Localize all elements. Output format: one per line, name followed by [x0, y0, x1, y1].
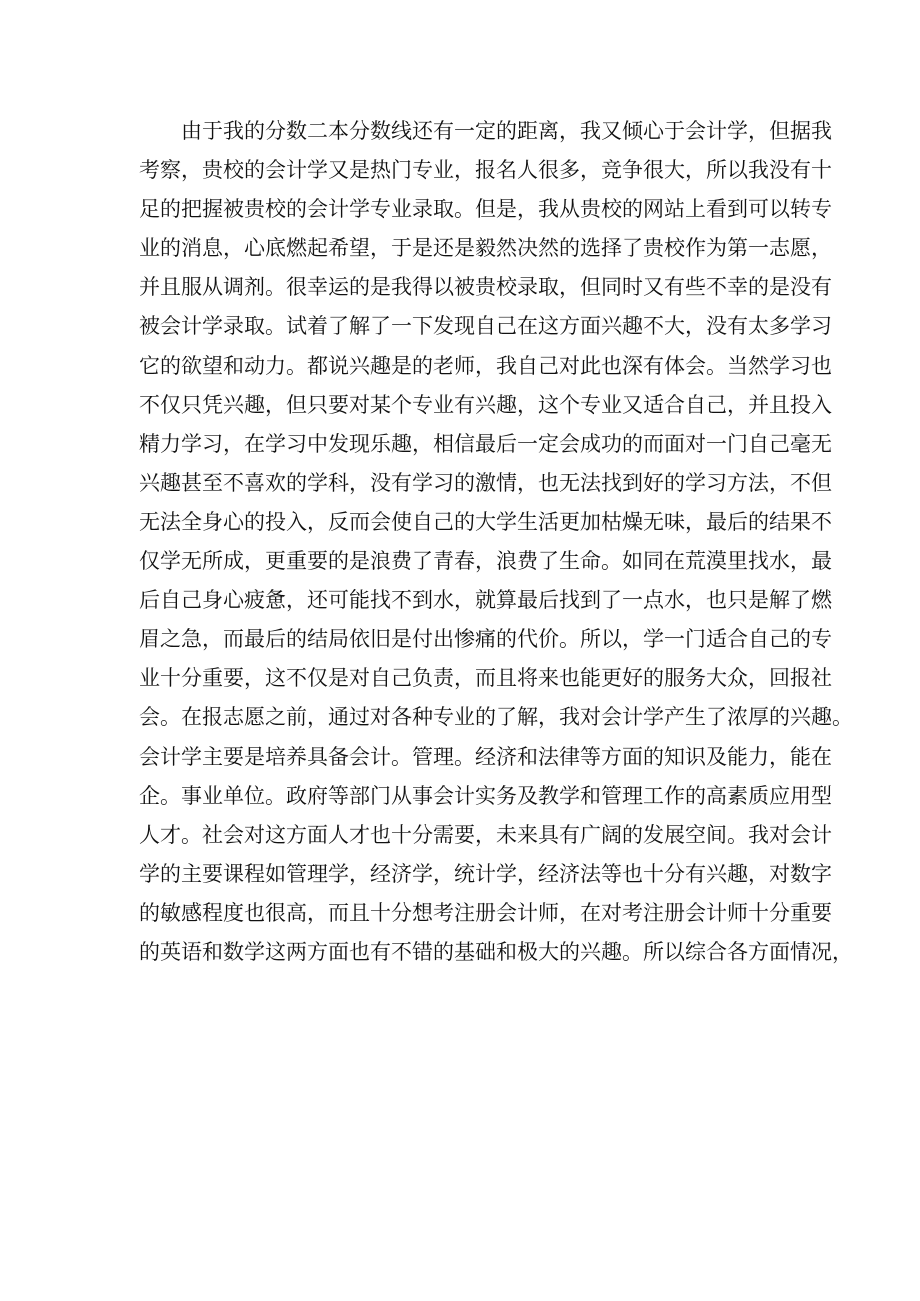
text-line-9: 精力学习，在学习中发现乐趣，相信最后一定会成功的而面对一门自己毫无	[139, 431, 832, 456]
text-line-2: 考察，贵校的会计学又是热门专业，报名人很多，竞争很大，所以我没有十	[139, 158, 832, 183]
text-line-5: 并且服从调剂。很幸运的是我得以被贵校录取，但同时又有些不幸的是没有	[139, 275, 832, 300]
text-line-6: 被会计学录取。试着了解了一下发现自己在这方面兴趣不大，没有太多学习	[139, 314, 832, 339]
text-line-13: 后自己身心疲惫，还可能找不到水，就算最后找到了一点水，也只是解了燃	[139, 588, 832, 613]
text-line-22: 的英语和数学这两方面也有不错的基础和极大的兴趣。所以综合各方面情况，	[139, 939, 853, 964]
text-line-3: 足的把握被贵校的会计学专业录取。但是，我从贵校的网站上看到可以转专	[139, 197, 832, 222]
text-line-7: 它的欲望和动力。都说兴趣是的老师，我自己对此也深有体会。当然学习也	[139, 353, 832, 378]
text-line-14: 眉之急，而最后的结局依旧是付出惨痛的代价。所以，学一门适合自己的专	[139, 627, 832, 652]
text-line-21: 的敏感程度也很高，而且十分想考注册会计师，在对考注册会计师十分重要	[139, 900, 832, 925]
text-line-19: 人才。社会对这方面人才也十分需要，未来具有广阔的发展空间。我对会计	[139, 822, 832, 847]
document-body	[139, 112, 853, 972]
text-line-12: 仅学无所成，更重要的是浪费了青春，浪费了生命。如同在荒漠里找水，最	[139, 549, 832, 574]
text-line-1: 由于我的分数二本分数线还有一定的距离，我又倾心于会计学，但据我	[181, 119, 832, 143]
text-line-11: 无法全身心的投入，反而会使自己的大学生活更加枯燥无味，最后的结果不	[139, 509, 832, 534]
text-line-18: 企。事业单位。政府等部门从事会计实务及教学和管理工作的高素质应用型	[139, 783, 832, 808]
text-line-17: 会计学主要是培养具备会计。管理。经济和法律等方面的知识及能力，能在	[139, 744, 832, 769]
text-line-16: 会。在报志愿之前，通过对各种专业的了解，我对会计学产生了浓厚的兴趣。	[139, 705, 853, 730]
text-line-10: 兴趣甚至不喜欢的学科，没有学习的激情，也无法找到好的学习方法，不但	[139, 470, 832, 495]
text-line-4: 业的消息，心底燃起希望，于是还是毅然决然的选择了贵校作为第一志愿，	[139, 236, 832, 261]
text-line-15: 业十分重要，这不仅是对自己负责，而且将来也能更好的服务大众，回报社	[139, 666, 832, 691]
text-line-8: 不仅只凭兴趣，但只要对某个专业有兴趣，这个专业又适合自己，并且投入	[139, 392, 832, 417]
text-line-20: 学的主要课程如管理学，经济学，统计学，经济法等也十分有兴趣，对数字	[139, 861, 832, 886]
